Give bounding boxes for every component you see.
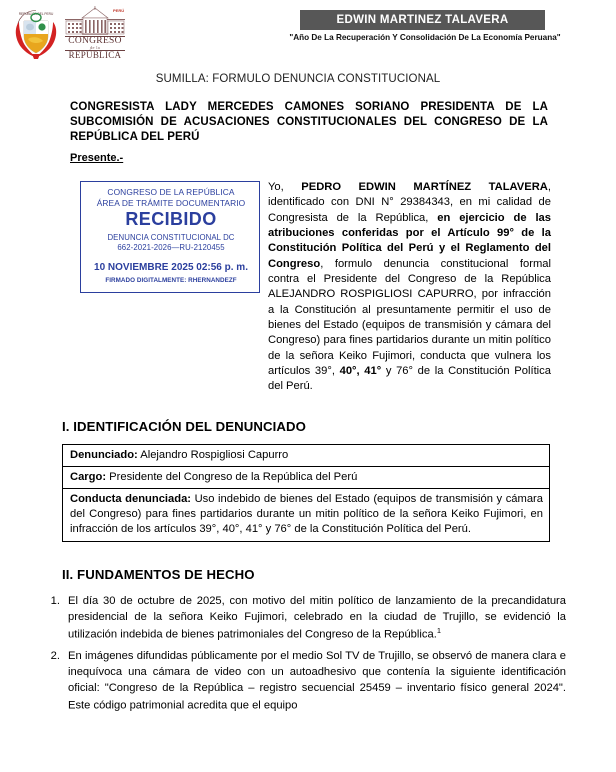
salutation: Presente.- (70, 152, 124, 164)
congress-building-icon (64, 6, 126, 37)
received-stamp (80, 181, 260, 293)
stamp-datetime: 10 NOVIEMBRE 2025 02:56 p. m. (94, 262, 248, 273)
intro-bold-articles: 40°, 41° (339, 365, 382, 378)
year-motto: "Año De La Recuperación Y Consolidación De La Economía Peruana" (289, 33, 561, 42)
congress-wordmark (64, 6, 126, 61)
section-heading-identificacion: I. IDENTIFICACIÓN DEL DENUNCIADO (62, 419, 307, 434)
table-row (63, 467, 550, 489)
wordmark-congreso: CONGRESO (68, 36, 122, 46)
intro-part1: Yo, (268, 181, 302, 193)
row-label: Denunciado: (70, 449, 138, 461)
stamp-org-line: CONGRESO DE LA REPÚBLICA (107, 187, 235, 197)
intro-part2: , identificado con DNI N° 29384343, en mi calidad de Congresista de la República, (268, 181, 551, 224)
row-conducta (63, 489, 550, 541)
table-row (63, 489, 550, 541)
document-header (0, 0, 616, 64)
peru-coat-of-arms-icon (12, 6, 60, 60)
row-denunciado (63, 445, 550, 467)
svg-text:REPUBLICA DEL PERU: REPUBLICA DEL PERU (18, 12, 54, 16)
row-cargo (63, 467, 550, 489)
fact-body: El día 30 de octubre de 2025, con motivo del mitin político de lanzamiento de la precandidatura presidencial de la señora Keiko Fujimori, celebrado en la ciudad de Trujillo, se evidenció la utilización indebida de bienes patrimoniales del Congreso de la República. (68, 595, 566, 641)
intro-bold-attributions: en ejercicio de las atribuciones conferidas por el Artículo 99° de la Constitución Política del Perú y el Reglamento del Congreso (268, 211, 551, 270)
stamp-status: RECIBIDO (125, 209, 217, 229)
stamp-area-line: ÁREA DE TRÁMITE DOCUMENTARIO (96, 198, 246, 208)
congress-logo (12, 4, 127, 62)
row-value: Alejandro Rospigliosi Capurro (137, 449, 289, 461)
stamp-doc-type: DENUNCIA CONSTITUCIONAL DC (107, 233, 235, 242)
addressee-block: CONGRESISTA LADY MERCEDES CAMONES SORIANO PRESIDENTA DE LA SUBCOMISIÓN DE ACUSACIONES CONSTITUCIONALES DEL CONGRESO DE LA REPÚBLICA DEL PERÚ (70, 101, 548, 144)
section-heading-fundamentos: II. FUNDAMENTOS DE HECHO (62, 567, 255, 582)
declarant-name: PEDRO EDWIN MARTÍNEZ TALAVERA (301, 181, 548, 193)
footnote-marker: 1 (436, 625, 441, 635)
intro-part4: y 76° de la Constitución Política del Perú. (268, 365, 551, 393)
stamp-digital-signature: FIRMADO DIGITALMENTE: RHERNANDEZF (105, 277, 237, 284)
stamp-doc-number: 662-2021-2026—RU-2120455 (117, 243, 225, 252)
row-value: Presidente del Congreso de la República del Perú (106, 471, 358, 484)
list-item-text (68, 649, 566, 714)
list-item-number: 2. (50, 650, 60, 663)
list-item (46, 594, 566, 643)
denunciado-info-table (62, 444, 550, 542)
list-item (46, 649, 566, 714)
author-name-banner: EDWIN MARTINEZ TALAVERA (300, 10, 545, 30)
list-item-number: 1. (50, 595, 60, 607)
list-item-text (68, 594, 566, 643)
intro-paragraph (268, 180, 551, 395)
fact-body: En imágenes difundidas públicamente por el medio Sol TV de Trujillo, se observó de manera clara e inequívoca una cámara de video con un autoadhesivo que contenía la siguiente identificación oficial: "Congreso de la República – registro secuencial 25459 – inventario físico general 2024". Este código patrimonial acredita que el equipo (68, 650, 566, 712)
row-value: Uso indebido de bienes del Estado (equipos de transmisión y cámara del Congreso) para fines partidarios durante un mitin político de la señora Keiko Fujimori, en infracción de los artículos 39°, 40°, 41° y 76° de la Constitución Política del Perú. (70, 493, 544, 536)
intro-part3: , formulo denuncia constitucional formal contra el Presidente del Congreso de la República ALEJANDRO ROSPIGLIOSI CAPURRO, por infracción a la Constitución al presuntamente permitir el uso de bienes del Estado (equipos de transmisión y cámara del Congreso) para fines partidarios durante un mitin político de la señora Keiko Fujimori, conducta que vulnera los artículos 39°, (268, 257, 551, 378)
table-row (63, 445, 550, 467)
row-label: Conducta denunciada: (70, 493, 192, 506)
row-label: Cargo: (70, 471, 107, 484)
wordmark-republica: REPÚBLICA (68, 50, 122, 60)
sumilla-line: SUMILLA: FORMULO DENUNCIA CONSTITUCIONAL (155, 73, 441, 85)
svg-text:PERÚ: PERÚ (113, 8, 125, 13)
facts-list (46, 594, 566, 721)
wordmark-dela: de la (89, 45, 101, 50)
